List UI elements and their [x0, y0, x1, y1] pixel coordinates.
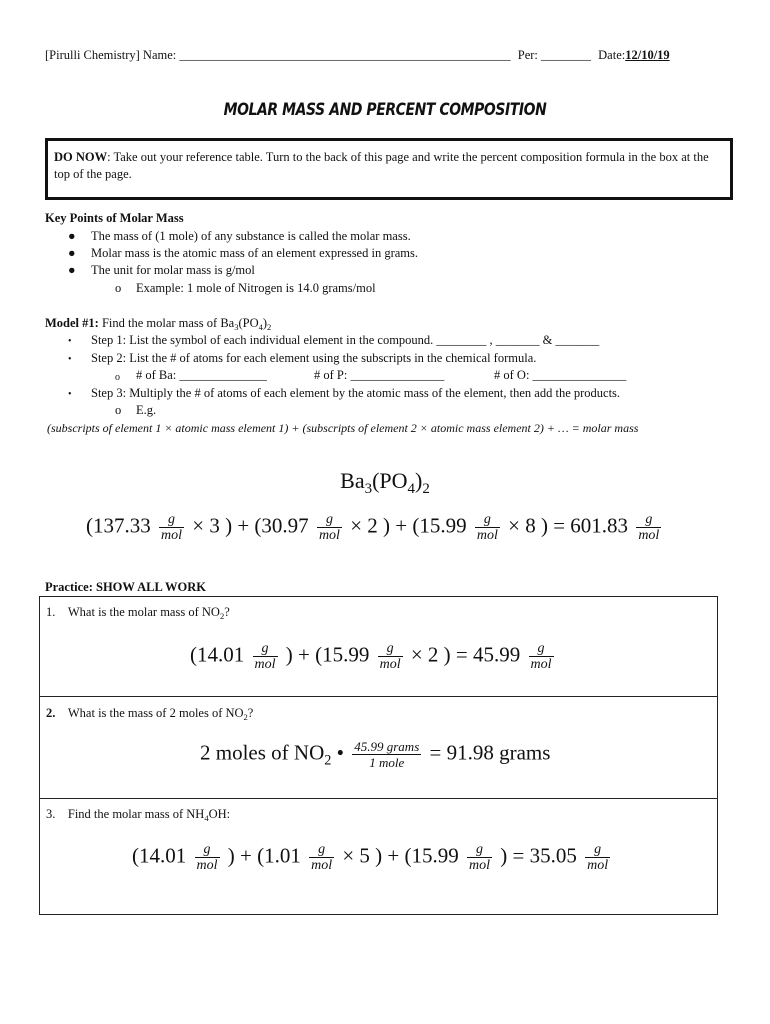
unit-fraction: $\frac{g}{\text{mol}}$ [318, 512, 340, 543]
blank-o: # of O: _______________ [494, 368, 627, 382]
answer-3: (14.01 $\frac{g}{\text{mol}}$ ) + (1.01 $\frac{g}{\text{mol}}$ × 5 ) + (15.99 $\frac{g}{\text{mol}}$ ) = 35.05 $\frac{g}{\text{mol}}$ [132, 842, 609, 873]
do-now-text: : Take out your reference table. Turn to the back of this page and write the percent composition formula in the box at the top of the page. [54, 150, 709, 181]
sub-bullet-marker: o [115, 403, 122, 417]
bullet-icon: • [68, 354, 72, 365]
period-field: Per: ________ [517, 48, 592, 62]
date-label: Date: [598, 48, 626, 62]
course-label: [Pirulli Chemistry] [45, 48, 140, 62]
worksheet-header [45, 48, 670, 63]
unit-fraction: $\frac{g}{\text{mol}}$ [587, 842, 609, 873]
unit-fraction: $\frac{g}{\text{mol}}$ [254, 641, 276, 672]
unit-fraction: $\frac{g}{\text{mol}}$ [476, 512, 498, 543]
practice-box-3 [39, 798, 718, 915]
name-field: Name: _____________________________________________________ [142, 48, 511, 62]
compound-formula: $Ba_3(PO_4)_2$ [340, 468, 430, 498]
sub-bullet-marker: o [115, 372, 120, 383]
question-1: 1. What is the molar mass of $NO_2$? [46, 605, 230, 621]
step-1: Step 1: List the symbol of each individual element in the compound. ________ , _______ & _______ [91, 333, 600, 347]
bullet-icon: ● [68, 246, 76, 260]
step-3: Step 3: Multiply the # of atoms of each element by the atomic mass of the element, then add the products. [91, 386, 621, 400]
bullet-icon: ● [68, 263, 76, 277]
date-value: 12/10/19 [625, 48, 670, 62]
unit-fraction: $\frac{g}{\text{mol}}$ [469, 842, 491, 873]
question-2: 2. What is the mass of 2 moles of $NO_2$? [46, 706, 254, 722]
model-prompt: Model #1: Find the molar mass of $Ba_3(PO_4)_2$ [45, 316, 272, 332]
practice-heading: Practice: SHOW ALL WORK [45, 580, 206, 594]
key-point-example: Example: 1 mole of Nitrogen is 14.0 grams/mol [136, 281, 376, 295]
question-3: 3. Find the molar mass of $NH_4OH$: [46, 807, 231, 823]
do-now-label: DO NOW [54, 150, 108, 164]
practice-box-2 [39, 695, 718, 799]
blank-p: # of P: _______________ [314, 368, 445, 382]
page-title: MOLAR MASS AND PERCENT COMPOSITION [223, 100, 547, 120]
key-point-3: The unit for molar mass is g/mol [91, 263, 255, 277]
bullet-icon: • [68, 336, 72, 347]
unit-fraction: $\frac{g}{\text{mol}}$ [161, 512, 182, 543]
step-2: Step 2: List the # of atoms for each element using the subscripts in the chemical formula. [91, 351, 537, 365]
key-points-heading: Key Points of Molar Mass [45, 211, 184, 225]
blank-ba: # of Ba: ______________ [136, 368, 267, 382]
bullet-icon: • [68, 389, 72, 400]
key-point-1: The mass of (1 mole) of any substance is called the molar mass. [91, 229, 411, 243]
sub-bullet-marker: o [115, 281, 122, 295]
model-label: Model #1: [45, 316, 99, 330]
unit-fraction: $\frac{g}{\text{mol}}$ [196, 842, 218, 873]
general-formula: (subscripts of element 1 × atomic mass element 1) + (subscripts of element 2 × atomic mass element 2) + … = molar mass [47, 421, 639, 435]
eg-label: E.g. [136, 403, 157, 417]
answer-1: (14.01 $\frac{g}{\text{mol}}$ ) + (15.99 $\frac{g}{\text{mol}}$ × 2 ) = 45.99 $\frac{g}{\text{mol}}$ [190, 641, 552, 672]
unit-fraction: $\frac{g}{\text{mol}}$ [311, 842, 333, 873]
model-prompt-text: Find the molar mass of Ba [101, 316, 235, 330]
do-now-box [45, 138, 733, 200]
practice-box-1 [39, 596, 718, 697]
worked-equation: (137.33 $\frac{g}{\text{mol}}$ × 3 ) + (30.97 $\frac{g}{\text{mol}}$ × 2 ) + (15.99 $\frac{g}{\text{mol}}$ × 8 ) = 601.83 $\frac{g}{\text{mol}}$ [86, 512, 660, 543]
answer-2: 2 moles of $NO_2$ • $\frac{\text{45.99 grams}}{\text{1 mole}}$ = 91.98 grams [200, 739, 551, 770]
grams-per-mole-fraction: $\frac{\text{45.99 grams}}{\text{1 mole}}$ [354, 739, 420, 770]
unit-fraction: $\frac{g}{\text{mol}}$ [638, 512, 660, 543]
unit-fraction: $\frac{g}{\text{mol}}$ [530, 641, 552, 672]
unit-fraction: $\frac{g}{\text{mol}}$ [379, 641, 401, 672]
key-point-2: Molar mass is the atomic mass of an element expressed in grams. [91, 246, 419, 260]
bullet-icon: ● [68, 229, 76, 243]
